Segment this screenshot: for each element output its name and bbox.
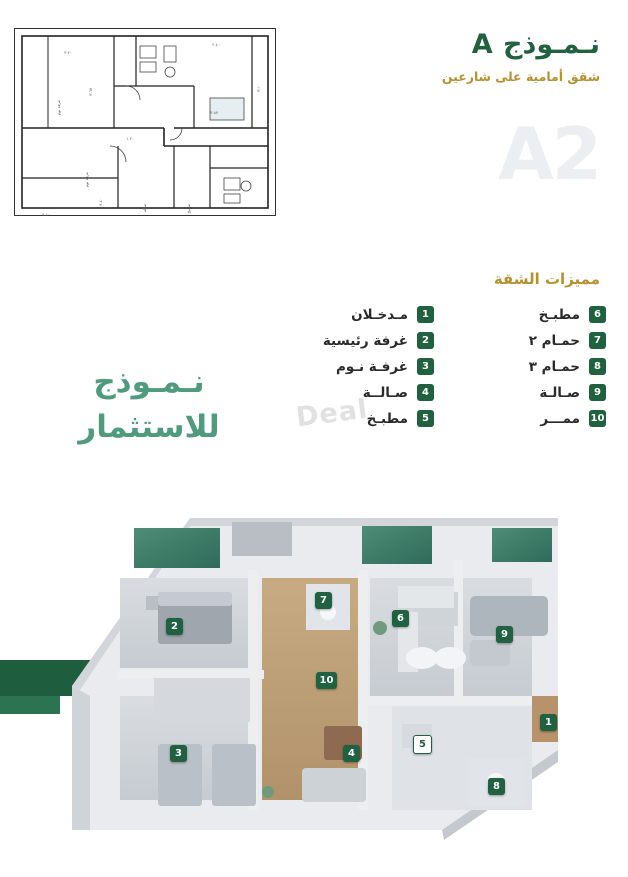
page-subtitle: شقق أمامية على شارعين	[441, 68, 600, 84]
feature-number: 4	[417, 384, 434, 401]
feature-item	[262, 358, 434, 375]
svg-text:٣.١٠: ٣.١٠	[256, 84, 261, 92]
feature-item	[434, 410, 606, 427]
feature-number: 5	[417, 410, 434, 427]
feature-item	[262, 384, 434, 401]
features-heading: مميزات الشقة	[493, 270, 600, 288]
feature-number: 8	[589, 358, 606, 375]
svg-text:مطبخ: مطبخ	[186, 204, 191, 214]
feature-label: ممـــر	[540, 410, 580, 427]
feature-item	[434, 306, 606, 323]
feature-label: مطبـخ	[366, 410, 408, 427]
render-badge-1: 1	[540, 714, 557, 731]
header-block	[270, 30, 600, 84]
render-badge-9: 9	[496, 626, 513, 643]
svg-text:٢.٤٠: ٢.٤٠	[212, 42, 220, 47]
render-badge-2: 2	[166, 618, 183, 635]
page-title: نـمـوذج A	[471, 29, 600, 60]
feature-label: صـالــة	[362, 384, 408, 401]
feature-number: 7	[589, 332, 606, 349]
green-band-secondary	[0, 696, 60, 714]
svg-text:٣.٦٧: ٣.٦٧	[88, 88, 93, 96]
render-badge-4: 4	[343, 745, 360, 762]
feature-number: 3	[417, 358, 434, 375]
slogan-line-2: للاستثمار	[78, 408, 220, 445]
features-column-right	[262, 306, 434, 427]
watermark-text: Deal	[294, 393, 370, 434]
feature-label: غرفة رئيسية	[322, 332, 408, 349]
svg-text:١.٢٠: ١.٢٠	[126, 136, 134, 141]
slogan-line-1: نـمـوذج	[93, 364, 205, 400]
render-badge-6: 6	[392, 610, 409, 627]
render-badge-5: 5	[413, 735, 432, 754]
svg-text:غرفة نوم: غرفة نوم	[56, 100, 61, 116]
model-code-watermark: A2	[498, 112, 600, 196]
render-badge-10: 10	[316, 672, 337, 689]
features-list	[262, 306, 606, 427]
render-badge-8: 8	[488, 778, 505, 795]
render-badge-3: 3	[170, 745, 187, 762]
feature-number: 6	[589, 306, 606, 323]
svg-text:غرفة نوم: غرفة نوم	[84, 172, 89, 188]
3d-floorplan-render	[62, 500, 570, 848]
features-column-left	[434, 306, 606, 427]
svg-text:٣.٨٧: ٣.٨٧	[210, 110, 218, 115]
floorplan-drawing	[14, 28, 276, 216]
feature-item	[434, 332, 606, 349]
feature-number: 2	[417, 332, 434, 349]
feature-item	[262, 410, 434, 427]
render-badge-7: 7	[315, 592, 332, 609]
feature-item	[262, 306, 434, 323]
feature-number: 1	[417, 306, 434, 323]
feature-item	[262, 332, 434, 349]
svg-text:صالة: صالة	[142, 204, 147, 212]
feature-label: صـالـة	[539, 384, 580, 401]
svg-text:٣.٤٠: ٣.٤٠	[98, 198, 103, 206]
investment-slogan	[34, 360, 264, 450]
feature-item	[434, 384, 606, 401]
feature-label: غرفـة نـوم	[335, 358, 408, 375]
feature-label: حمـام ٣	[528, 358, 580, 375]
svg-text:٣.٢٠: ٣.٢٠	[64, 50, 72, 55]
feature-label: مـدخـلان	[351, 306, 408, 323]
svg-text:٥.٤٠: ٥.٤٠	[42, 212, 50, 216]
feature-number: 9	[589, 384, 606, 401]
feature-number: 10	[589, 410, 606, 427]
feature-label: مطبـخ	[538, 306, 580, 323]
feature-item	[434, 358, 606, 375]
feature-label: حمـام ٢	[528, 332, 580, 349]
